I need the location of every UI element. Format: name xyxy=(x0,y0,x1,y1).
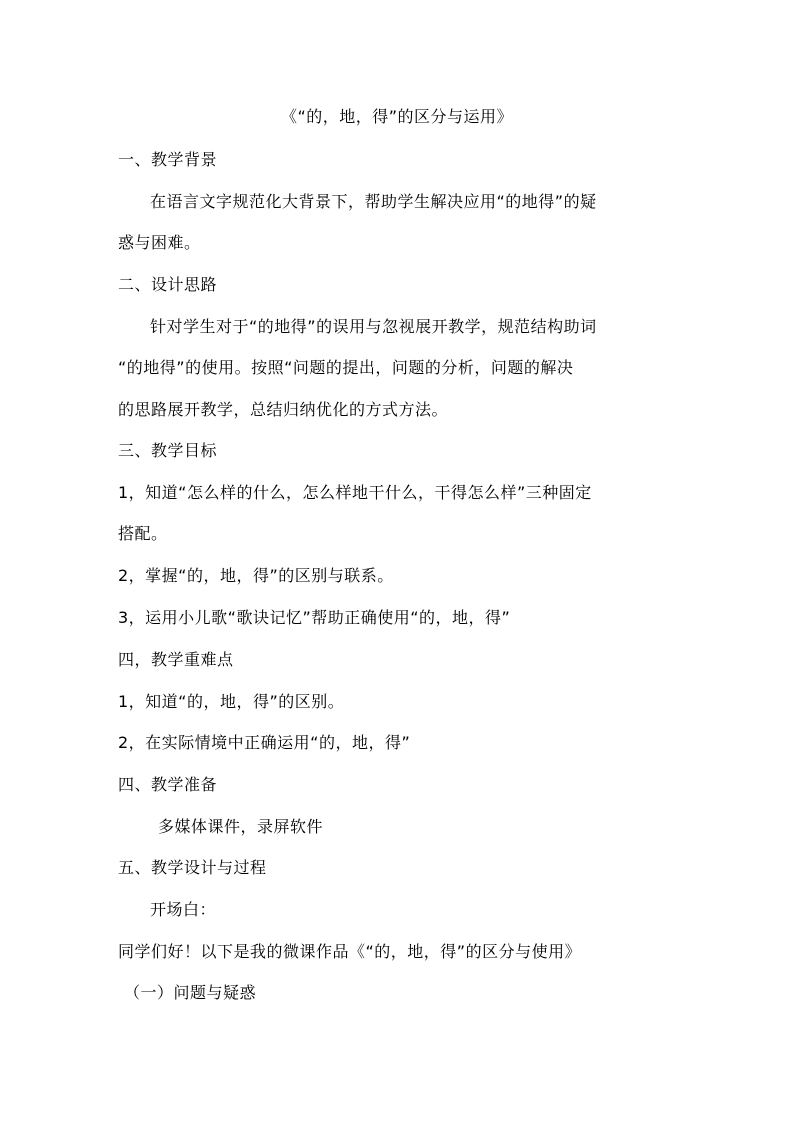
paragraph-line: 多媒体课件，录屏软件 xyxy=(158,817,324,836)
list-item: 2，掌握“的，地，得”的区别与联系。 xyxy=(118,566,394,585)
paragraph-line: 针对学生对于“的地得”的误用与忽视展开教学，规范结构助词 xyxy=(150,317,597,336)
section-heading-goals: 三、教学目标 xyxy=(118,441,218,460)
document-title: 《“的，地，得”的区分与运用》 xyxy=(280,107,514,126)
list-item: 1，知道“的，地，得”的区别。 xyxy=(118,692,345,711)
section-heading-preparation: 四、教学准备 xyxy=(118,775,218,794)
section-heading-background: 一、教学背景 xyxy=(118,150,218,169)
section-heading-process: 五、教学设计与过程 xyxy=(118,858,267,877)
section-heading-design: 二、设计思路 xyxy=(118,275,218,294)
paragraph-line: 同学们好！以下是我的微课作品《“的，地，得”的区分与使用》 xyxy=(118,942,582,961)
list-item: 3，运用小儿歌“歌诀记忆”帮助正确使用“的，地，得” xyxy=(118,608,511,627)
paragraph-line: 开场白： xyxy=(150,900,217,919)
paragraph-line: 的思路展开教学，总结归纳优化的方式方法。 xyxy=(118,400,449,419)
list-item: 2，在实际情境中正确运用“的，地，得” xyxy=(118,733,411,752)
section-heading-key-points: 四，教学重难点 xyxy=(118,650,234,669)
paragraph-line: “的地得”的使用。按照“问题的提出，问题的分析，问题的解决 xyxy=(118,358,574,377)
paragraph-line: 惑与困难。 xyxy=(118,233,201,252)
list-item-continuation: 搭配。 xyxy=(118,524,168,543)
paragraph-line: 在语言文字规范化大背景下，帮助学生解决应用“的地得”的疑 xyxy=(150,192,597,211)
subsection-heading: （一）问题与疑惑 xyxy=(124,983,257,1002)
list-item: 1，知道“怎么样的什么，怎么样地干什么，干得怎么样”三种固定 xyxy=(118,483,592,502)
